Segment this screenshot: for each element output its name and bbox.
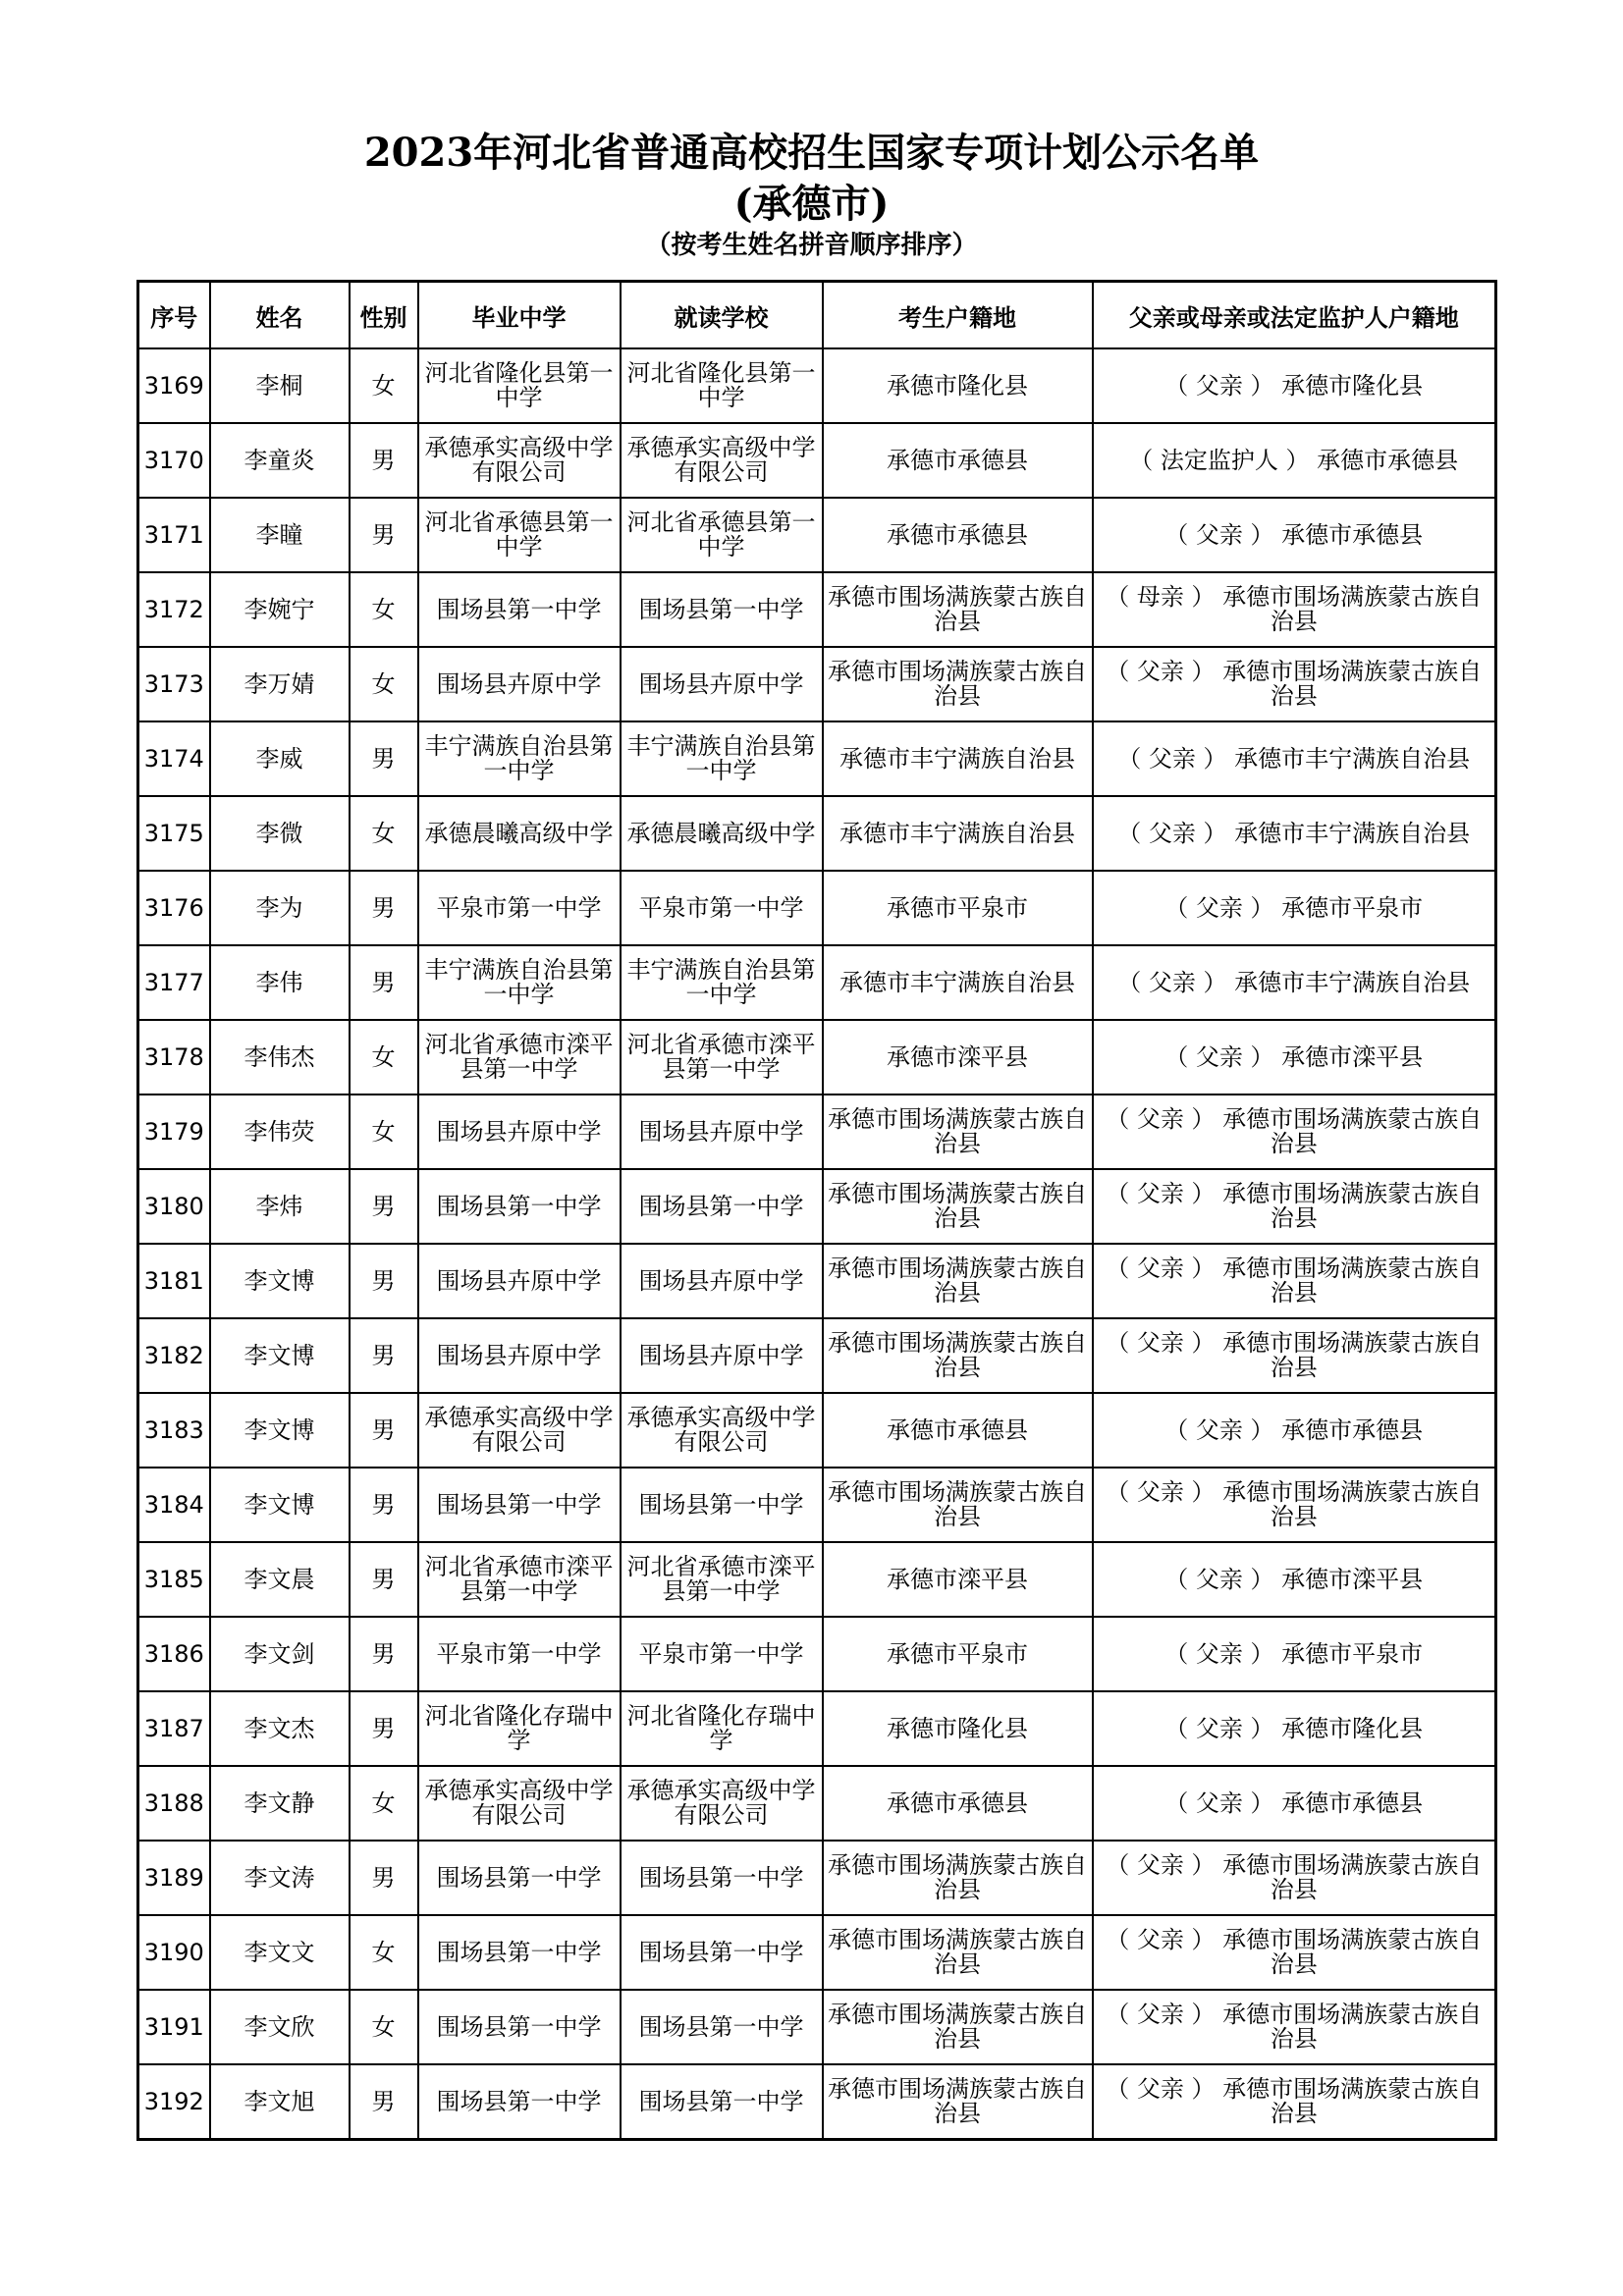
cell-current-school: 丰宁满族自治县第一中学 — [621, 945, 823, 1020]
table-body — [138, 348, 1496, 2140]
cell-name: 李桐 — [210, 348, 350, 423]
cell-number: 3169 — [138, 348, 210, 423]
table-row — [138, 796, 1496, 871]
cell-number: 3188 — [138, 1766, 210, 1841]
cell-name: 李文旭 — [210, 2064, 350, 2140]
cell-number: 3182 — [138, 1318, 210, 1393]
cell-household-registration: 承德市围场满族蒙古族自治县 — [823, 1169, 1093, 1244]
cell-graduation-school: 围场县第一中学 — [418, 1169, 621, 1244]
cell-household-registration: 承德市围场满族蒙古族自治县 — [823, 572, 1093, 647]
cell-household-registration: 承德市承德县 — [823, 498, 1093, 572]
cell-household-registration: 承德市平泉市 — [823, 1617, 1093, 1691]
cell-current-school: 承德晨曦高级中学 — [621, 796, 823, 871]
cell-household-registration: 承德市围场满族蒙古族自治县 — [823, 647, 1093, 721]
cell-household-registration: 承德市围场满族蒙古族自治县 — [823, 1318, 1093, 1393]
cell-number: 3173 — [138, 647, 210, 721]
cell-number: 3189 — [138, 1841, 210, 1915]
cell-household-registration: 承德市滦平县 — [823, 1542, 1093, 1617]
cell-number: 3177 — [138, 945, 210, 1020]
cell-gender: 男 — [350, 1617, 418, 1691]
cell-current-school: 平泉市第一中学 — [621, 1617, 823, 1691]
cell-current-school: 河北省承德市滦平县第一中学 — [621, 1542, 823, 1617]
cell-graduation-school: 围场县卉原中学 — [418, 1095, 621, 1169]
cell-name: 李文博 — [210, 1393, 350, 1468]
table-row — [138, 1244, 1496, 1318]
cell-number: 3184 — [138, 1468, 210, 1542]
cell-graduation-school: 围场县卉原中学 — [418, 647, 621, 721]
cell-guardian-registration: （ 父亲 ） 承德市围场满族蒙古族自治县 — [1093, 647, 1496, 721]
cell-graduation-school: 承德晨曦高级中学 — [418, 796, 621, 871]
cell-gender: 男 — [350, 1468, 418, 1542]
page-subtitle: (承德市) — [733, 181, 890, 227]
cell-gender: 男 — [350, 423, 418, 498]
cell-current-school: 承德承实高级中学有限公司 — [621, 1393, 823, 1468]
cell-guardian-registration: （ 父亲 ） 承德市平泉市 — [1093, 871, 1496, 945]
table-header — [138, 282, 1496, 349]
cell-graduation-school: 河北省承德县第一中学 — [418, 498, 621, 572]
header-row — [138, 282, 1496, 349]
cell-current-school: 围场县卉原中学 — [621, 647, 823, 721]
cell-name: 李文静 — [210, 1766, 350, 1841]
cell-graduation-school: 围场县第一中学 — [418, 1841, 621, 1915]
cell-current-school: 围场县第一中学 — [621, 1990, 823, 2064]
table-row — [138, 1169, 1496, 1244]
table-row — [138, 1393, 1496, 1468]
cell-gender: 男 — [350, 871, 418, 945]
cell-name: 李文博 — [210, 1318, 350, 1393]
cell-current-school: 平泉市第一中学 — [621, 871, 823, 945]
cell-household-registration: 承德市围场满族蒙古族自治县 — [823, 1244, 1093, 1318]
cell-guardian-registration: （ 法定监护人 ） 承德市承德县 — [1093, 423, 1496, 498]
cell-guardian-registration: （ 父亲 ） 承德市丰宁满族自治县 — [1093, 945, 1496, 1020]
cell-number: 3172 — [138, 572, 210, 647]
cell-current-school: 承德承实高级中学有限公司 — [621, 423, 823, 498]
cell-gender: 女 — [350, 647, 418, 721]
cell-guardian-registration: （ 父亲 ） 承德市承德县 — [1093, 1393, 1496, 1468]
cell-household-registration: 承德市承德县 — [823, 1766, 1093, 1841]
cell-gender: 男 — [350, 945, 418, 1020]
cell-household-registration: 承德市围场满族蒙古族自治县 — [823, 2064, 1093, 2140]
col-header-gender: 性别 — [350, 282, 418, 349]
cell-graduation-school: 围场县卉原中学 — [418, 1318, 621, 1393]
table-row — [138, 1990, 1496, 2064]
table-row — [138, 1915, 1496, 1990]
cell-guardian-registration: （ 父亲 ） 承德市围场满族蒙古族自治县 — [1093, 1095, 1496, 1169]
cell-name: 李文博 — [210, 1468, 350, 1542]
table-row — [138, 498, 1496, 572]
cell-gender: 女 — [350, 1990, 418, 2064]
cell-guardian-registration: （ 父亲 ） 承德市平泉市 — [1093, 1617, 1496, 1691]
cell-name: 李文博 — [210, 1244, 350, 1318]
cell-graduation-school: 围场县卉原中学 — [418, 1244, 621, 1318]
cell-name: 李文晨 — [210, 1542, 350, 1617]
cell-gender: 女 — [350, 1095, 418, 1169]
cell-graduation-school: 承德承实高级中学有限公司 — [418, 1393, 621, 1468]
cell-number: 3175 — [138, 796, 210, 871]
cell-name: 李瞳 — [210, 498, 350, 572]
roster-table — [136, 280, 1497, 2141]
cell-gender: 男 — [350, 721, 418, 796]
cell-graduation-school: 围场县第一中学 — [418, 1915, 621, 1990]
col-header-graduation-school: 毕业中学 — [418, 282, 621, 349]
cell-gender: 男 — [350, 498, 418, 572]
cell-name: 李为 — [210, 871, 350, 945]
cell-number: 3187 — [138, 1691, 210, 1766]
cell-household-registration: 承德市承德县 — [823, 1393, 1093, 1468]
cell-gender: 女 — [350, 1020, 418, 1095]
cell-current-school: 河北省隆化县第一中学 — [621, 348, 823, 423]
cell-household-registration: 承德市承德县 — [823, 423, 1093, 498]
table-row — [138, 423, 1496, 498]
table-row — [138, 1468, 1496, 1542]
cell-current-school: 河北省承德县第一中学 — [621, 498, 823, 572]
col-header-guardian-registration: 父亲或母亲或法定监护人户籍地 — [1093, 282, 1496, 349]
cell-guardian-registration: （ 父亲 ） 承德市丰宁满族自治县 — [1093, 721, 1496, 796]
table-row — [138, 1766, 1496, 1841]
table-row — [138, 1095, 1496, 1169]
cell-name: 李万婧 — [210, 647, 350, 721]
cell-number: 3180 — [138, 1169, 210, 1244]
cell-current-school: 围场县卉原中学 — [621, 1095, 823, 1169]
cell-household-registration: 承德市围场满族蒙古族自治县 — [823, 1915, 1093, 1990]
table-row — [138, 1841, 1496, 1915]
cell-name: 李文涛 — [210, 1841, 350, 1915]
cell-gender: 女 — [350, 1766, 418, 1841]
sort-note: （按考生姓名拼音顺序排序） — [645, 231, 978, 260]
cell-household-registration: 承德市丰宁满族自治县 — [823, 796, 1093, 871]
cell-graduation-school: 河北省隆化县第一中学 — [418, 348, 621, 423]
cell-household-registration: 承德市围场满族蒙古族自治县 — [823, 1841, 1093, 1915]
cell-guardian-registration: （ 父亲 ） 承德市滦平县 — [1093, 1542, 1496, 1617]
cell-current-school: 围场县第一中学 — [621, 1468, 823, 1542]
cell-number: 3186 — [138, 1617, 210, 1691]
cell-guardian-registration: （ 母亲 ） 承德市围场满族蒙古族自治县 — [1093, 572, 1496, 647]
cell-household-registration: 承德市隆化县 — [823, 1691, 1093, 1766]
cell-household-registration: 承德市围场满族蒙古族自治县 — [823, 1468, 1093, 1542]
cell-graduation-school: 围场县第一中学 — [418, 2064, 621, 2140]
cell-name: 李文杰 — [210, 1691, 350, 1766]
cell-guardian-registration: （ 父亲 ） 承德市隆化县 — [1093, 1691, 1496, 1766]
cell-graduation-school: 承德承实高级中学有限公司 — [418, 1766, 621, 1841]
cell-current-school: 围场县第一中学 — [621, 1169, 823, 1244]
cell-graduation-school: 围场县第一中学 — [418, 572, 621, 647]
cell-guardian-registration: （ 父亲 ） 承德市承德县 — [1093, 1766, 1496, 1841]
cell-household-registration: 承德市围场满族蒙古族自治县 — [823, 1095, 1093, 1169]
cell-name: 李伟杰 — [210, 1020, 350, 1095]
table-row — [138, 945, 1496, 1020]
cell-current-school: 承德承实高级中学有限公司 — [621, 1766, 823, 1841]
cell-name: 李伟 — [210, 945, 350, 1020]
cell-number: 3176 — [138, 871, 210, 945]
table-row — [138, 1617, 1496, 1691]
cell-gender: 男 — [350, 2064, 418, 2140]
table-row — [138, 721, 1496, 796]
cell-name: 李威 — [210, 721, 350, 796]
cell-name: 李婉宁 — [210, 572, 350, 647]
table-row — [138, 1691, 1496, 1766]
cell-household-registration: 承德市丰宁满族自治县 — [823, 721, 1093, 796]
cell-number: 3192 — [138, 2064, 210, 2140]
cell-gender: 男 — [350, 1393, 418, 1468]
cell-graduation-school: 河北省承德市滦平县第一中学 — [418, 1542, 621, 1617]
table-row — [138, 1020, 1496, 1095]
cell-current-school: 河北省隆化存瑞中学 — [621, 1691, 823, 1766]
cell-household-registration: 承德市滦平县 — [823, 1020, 1093, 1095]
cell-household-registration: 承德市平泉市 — [823, 871, 1093, 945]
page-title: 2023年河北省普通高校招生国家专项计划公示名单 — [363, 130, 1260, 176]
cell-current-school: 河北省承德市滦平县第一中学 — [621, 1020, 823, 1095]
cell-household-registration: 承德市围场满族蒙古族自治县 — [823, 1990, 1093, 2064]
table-row — [138, 1318, 1496, 1393]
cell-current-school: 围场县第一中学 — [621, 2064, 823, 2140]
cell-gender: 女 — [350, 796, 418, 871]
cell-name: 李文剑 — [210, 1617, 350, 1691]
cell-gender: 男 — [350, 1169, 418, 1244]
cell-guardian-registration: （ 父亲 ） 承德市围场满族蒙古族自治县 — [1093, 1244, 1496, 1318]
cell-number: 3178 — [138, 1020, 210, 1095]
cell-name: 李文欣 — [210, 1990, 350, 2064]
cell-current-school: 围场县第一中学 — [621, 1915, 823, 1990]
table-row — [138, 871, 1496, 945]
cell-gender: 男 — [350, 1691, 418, 1766]
cell-name: 李文文 — [210, 1915, 350, 1990]
cell-gender: 女 — [350, 572, 418, 647]
cell-current-school: 围场县第一中学 — [621, 1841, 823, 1915]
col-header-number: 序号 — [138, 282, 210, 349]
table-row — [138, 572, 1496, 647]
cell-gender: 女 — [350, 348, 418, 423]
cell-guardian-registration: （ 父亲 ） 承德市围场满族蒙古族自治县 — [1093, 1915, 1496, 1990]
cell-graduation-school: 平泉市第一中学 — [418, 871, 621, 945]
table-row — [138, 2064, 1496, 2140]
cell-household-registration: 承德市丰宁满族自治县 — [823, 945, 1093, 1020]
col-header-name: 姓名 — [210, 282, 350, 349]
cell-current-school: 围场县卉原中学 — [621, 1318, 823, 1393]
cell-gender: 男 — [350, 1244, 418, 1318]
cell-gender: 女 — [350, 1915, 418, 1990]
cell-current-school: 围场县卉原中学 — [621, 1244, 823, 1318]
cell-guardian-registration: （ 父亲 ） 承德市围场满族蒙古族自治县 — [1093, 1318, 1496, 1393]
cell-guardian-registration: （ 父亲 ） 承德市围场满族蒙古族自治县 — [1093, 1990, 1496, 2064]
cell-guardian-registration: （ 父亲 ） 承德市围场满族蒙古族自治县 — [1093, 1468, 1496, 1542]
cell-guardian-registration: （ 父亲 ） 承德市围场满族蒙古族自治县 — [1093, 1169, 1496, 1244]
cell-gender: 男 — [350, 1841, 418, 1915]
cell-number: 3181 — [138, 1244, 210, 1318]
cell-number: 3191 — [138, 1990, 210, 2064]
cell-name: 李童炎 — [210, 423, 350, 498]
col-header-household-registration: 考生户籍地 — [823, 282, 1093, 349]
cell-number: 3174 — [138, 721, 210, 796]
cell-number: 3190 — [138, 1915, 210, 1990]
table-row — [138, 647, 1496, 721]
table-row — [138, 348, 1496, 423]
cell-graduation-school: 丰宁满族自治县第一中学 — [418, 721, 621, 796]
col-header-current-school: 就读学校 — [621, 282, 823, 349]
cell-name: 李伟荧 — [210, 1095, 350, 1169]
cell-number: 3179 — [138, 1095, 210, 1169]
cell-graduation-school: 围场县第一中学 — [418, 1468, 621, 1542]
cell-graduation-school: 承德承实高级中学有限公司 — [418, 423, 621, 498]
cell-graduation-school: 围场县第一中学 — [418, 1990, 621, 2064]
cell-guardian-registration: （ 父亲 ） 承德市围场满族蒙古族自治县 — [1093, 1841, 1496, 1915]
cell-graduation-school: 河北省承德市滦平县第一中学 — [418, 1020, 621, 1095]
cell-current-school: 围场县第一中学 — [621, 572, 823, 647]
cell-guardian-registration: （ 父亲 ） 承德市隆化县 — [1093, 348, 1496, 423]
cell-guardian-registration: （ 父亲 ） 承德市滦平县 — [1093, 1020, 1496, 1095]
table-row — [138, 1542, 1496, 1617]
cell-gender: 男 — [350, 1542, 418, 1617]
cell-graduation-school: 河北省隆化存瑞中学 — [418, 1691, 621, 1766]
cell-current-school: 丰宁满族自治县第一中学 — [621, 721, 823, 796]
cell-number: 3183 — [138, 1393, 210, 1468]
cell-number: 3185 — [138, 1542, 210, 1617]
cell-gender: 男 — [350, 1318, 418, 1393]
cell-guardian-registration: （ 父亲 ） 承德市丰宁满族自治县 — [1093, 796, 1496, 871]
cell-graduation-school: 丰宁满族自治县第一中学 — [418, 945, 621, 1020]
cell-number: 3170 — [138, 423, 210, 498]
cell-household-registration: 承德市隆化县 — [823, 348, 1093, 423]
cell-graduation-school: 平泉市第一中学 — [418, 1617, 621, 1691]
cell-name: 李炜 — [210, 1169, 350, 1244]
cell-name: 李微 — [210, 796, 350, 871]
cell-guardian-registration: （ 父亲 ） 承德市围场满族蒙古族自治县 — [1093, 2064, 1496, 2140]
cell-guardian-registration: （ 父亲 ） 承德市承德县 — [1093, 498, 1496, 572]
cell-number: 3171 — [138, 498, 210, 572]
